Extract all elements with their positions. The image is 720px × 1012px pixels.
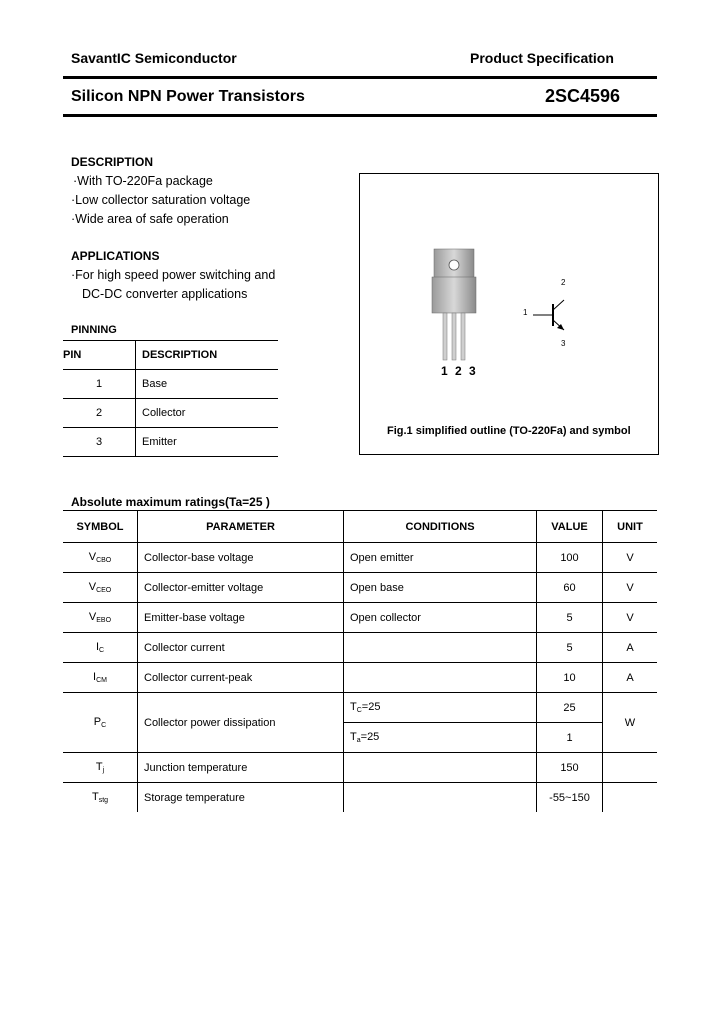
company-name: SavantIC Semiconductor [71,50,237,66]
symbol-cell: $I_C$ [63,633,138,663]
figure-box [359,173,659,455]
pin-description-header: DESCRIPTION [136,341,279,370]
pin-numbers-label: 1 2 3 [441,364,478,378]
symbol-cell: $V_{CEO}$ [63,573,138,603]
figure-caption: Fig.1 simplified outline (TO-220Fa) and symbol [387,425,631,437]
value-header: VALUE [537,511,603,543]
unit-cell [603,783,658,813]
description-item: ·With TO-220Fa package [73,174,213,188]
pinning-title: PINNING [71,324,117,336]
ratings-table [63,510,657,812]
symbol-cell: $T_{stg}$ [91,791,109,804]
rating-row [63,543,657,573]
ratings-title: Absolute maximum ratings(Ta=25 ) [71,495,270,509]
symbol-cell: $I_{CM}$ [63,663,138,693]
rating-row [63,633,657,663]
conditions-cell: Open emitter [344,543,537,573]
rating-row [63,663,657,693]
parameter-cell: Collector-base voltage [138,543,344,573]
parameter-cell: Emitter-base voltage [138,603,344,633]
value-cell: 60 [537,573,603,603]
conditions-cell [344,663,537,693]
header-rule-bottom [63,114,657,117]
symbol-cell: $T_j$ [63,753,138,783]
pin-number: 1 [95,378,103,390]
conditions-cell: $T_a=25$ [344,723,537,753]
value-cell: -55~150 [537,783,603,813]
applications-item: ·For high speed power switching and [71,268,276,282]
unit-cell: A [603,633,658,663]
pin-number: 3 [95,436,103,448]
product-family: Silicon NPN Power Transistors [71,88,305,105]
value-cell: 5 [537,603,603,633]
value-cell: 10 [537,663,603,693]
parameter-cell: Collector power dissipation [138,693,344,753]
conditions-header: CONDITIONS [344,511,537,543]
unit-cell: V [603,603,658,633]
applications-title: APPLICATIONS [71,249,160,263]
value-cell: 100 [537,543,603,573]
unit-cell: V [603,573,658,603]
rating-row [63,693,657,723]
pin-desc: Collector [136,399,279,428]
package-outline-icon [360,174,658,454]
unit-cell: W [603,693,658,753]
conditions-cell: Open collector [344,603,537,633]
applications-item: DC-DC converter applications [82,287,248,301]
value-cell: 5 [537,633,603,663]
value-cell: 1 [537,723,603,753]
parameter-cell: Collector-emitter voltage [138,573,344,603]
pin-row [63,399,278,428]
description-item: ·Low collector saturation voltage [71,193,251,207]
pin-row [63,428,278,457]
conditions-cell [344,633,537,663]
pin-row [63,370,278,399]
conditions-cell [344,783,537,813]
conditions-cell: $T_C=25$ [344,693,537,723]
spec-label: Product Specification [470,50,614,66]
pin-desc: Base [136,370,279,399]
parameter-cell: Collector current-peak [138,663,344,693]
pin-header: PIN [63,349,82,361]
rating-row [63,783,657,813]
rating-row [63,603,657,633]
parameter-cell: Storage temperature [138,783,344,813]
unit-header: UNIT [603,511,658,543]
pinning-table [63,340,278,457]
conditions-cell: Open base [344,573,537,603]
description-title: DESCRIPTION [71,155,154,169]
symbol-header: SYMBOL [63,511,138,543]
parameter-cell: Junction temperature [138,753,344,783]
symbol-collector-label: 2 [561,278,566,287]
unit-cell: A [603,663,658,693]
symbol-emitter-label: 3 [561,339,566,348]
value-cell: 25 [537,693,603,723]
part-number: 2SC4596 [545,86,621,106]
symbol-cell: $P_C$ [63,693,138,753]
pin-desc: Emitter [136,428,279,457]
rating-row [63,753,657,783]
rating-row [63,573,657,603]
symbol-cell: $V_{EBO}$ [63,603,138,633]
symbol-cell: $V_{CBO}$ [63,543,138,573]
value-cell: 150 [537,753,603,783]
conditions-cell [344,753,537,783]
parameter-header: PARAMETER [138,511,344,543]
description-item: ·Wide area of safe operation [71,212,229,226]
symbol-base-label: 1 [523,308,528,317]
pin-number: 2 [95,407,103,419]
header-rule-top [63,76,657,79]
unit-cell [603,753,658,783]
parameter-cell: Collector current [138,633,344,663]
unit-cell: V [603,543,658,573]
